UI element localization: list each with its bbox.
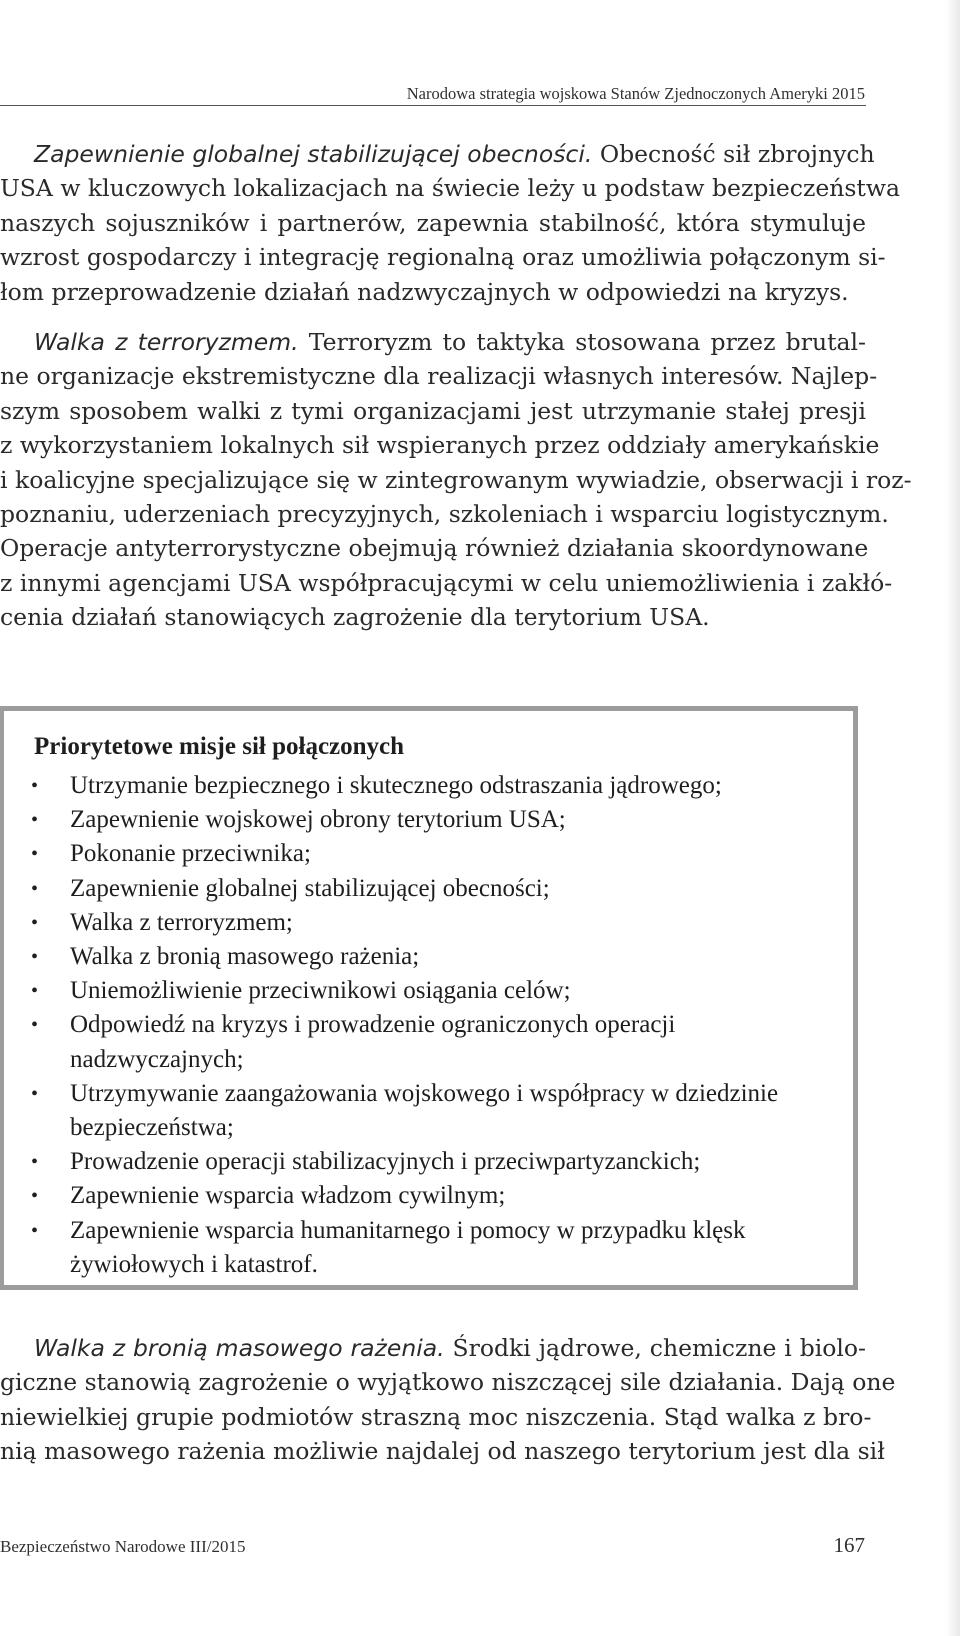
- bullet-icon: •: [31, 1082, 39, 1105]
- list-item: • Walka z terroryzmem;: [4, 906, 844, 940]
- paragraph-line: i koalicyjne specjalizujące się w zintegrowanym wywiadzie, obserwacji i roz-: [0, 465, 912, 494]
- paragraph-line: naszych sojuszników i partnerów, zapewnia stabilność, która stymuluje: [0, 208, 866, 237]
- paragraph-line: szym sposobem walki z tymi organizacjami jest utrzymanie stałej presji: [0, 396, 866, 425]
- paragraph-line: USA w kluczowych lokalizacjach na świecie leży u podstaw bezpieczeństwa: [0, 174, 900, 203]
- footer-journal: Bezpieczeństwo Narodowe III/2015: [0, 1537, 246, 1556]
- paragraph-lead: Walka z bronią masowego rażenia.: [34, 1334, 445, 1362]
- running-header: Narodowa strategia wojskowa Stanów Zjednoczonych Ameryki 2015: [406, 84, 865, 103]
- paragraph-line: giczne stanowią zagrożenie o wyjątkowo niszczącej sile działania. Dają one: [0, 1368, 896, 1397]
- paragraph-line: łom przeprowadzenie działań nadzwyczajnych w odpowiedzi na kryzys.: [0, 277, 849, 306]
- list-item: • Zapewnienie wsparcia władzom cywilnym;: [4, 1179, 844, 1213]
- paragraph-global-presence: [0, 137, 900, 309]
- list-item: • Pokonanie przeciwnika;: [4, 837, 844, 871]
- list-item: • Utrzymywanie zaangażowania wojskowego i współpracy w dziedzinie bezpieczeństwa;: [4, 1077, 844, 1145]
- box-title: Priorytetowe misje sił połączonych: [34, 733, 405, 760]
- list-item: • Uniemożliwienie przeciwnikowi osiągania celów;: [4, 974, 844, 1008]
- bullet-icon: •: [31, 1219, 39, 1242]
- list-item: • Walka z bronią masowego rażenia;: [4, 940, 844, 974]
- paragraph-lead: Zapewnienie globalnej stabilizującej obecności.: [34, 140, 593, 168]
- paragraph-line: Środki jądrowe, chemiczne i biolo-: [444, 1334, 867, 1362]
- bullet-icon: •: [31, 1185, 39, 1208]
- paragraph-line: niewielkiej grupie podmiotów straszną moc niszczenia. Stąd walka z bro-: [0, 1402, 872, 1431]
- mission-list: [4, 769, 844, 1282]
- paragraph-line: nią masowego rażenia możliwie najdalej od naszego terytorium jest dla sił: [0, 1437, 885, 1466]
- bullet-icon: •: [31, 946, 39, 969]
- bullet-icon: •: [31, 980, 39, 1003]
- paragraph-wmd: [0, 1331, 896, 1469]
- list-item: • Prowadzenie operacji stabilizacyjnych i przeciwpartyzanckich;: [4, 1145, 844, 1179]
- list-item: • Utrzymanie bezpiecznego i skutecznego odstraszania jądrowego;: [4, 769, 844, 803]
- header-rule: [0, 105, 866, 106]
- paragraph-line: cenia działań stanowiących zagrożenie dla terytorium USA.: [0, 603, 710, 632]
- page-edge-shadow: [946, 0, 960, 1636]
- bullet-icon: •: [31, 1014, 39, 1037]
- paragraph-line: poznaniu, uderzeniach precyzyjnych, szkoleniach i wsparciu logistycznym.: [0, 500, 889, 529]
- priority-missions-box: [0, 706, 858, 1290]
- list-item: • Zapewnienie globalnej stabilizującej obecności;: [4, 872, 844, 906]
- bullet-icon: •: [31, 1151, 39, 1174]
- list-item: • Odpowiedź na kryzys i prowadzenie ograniczonych operacji nadzwyczajnych;: [4, 1008, 844, 1076]
- paragraph-line: ne organizacje ekstremistyczne dla realizacji własnych interesów. Najlep-: [0, 362, 878, 391]
- paragraph-line: Operacje antyterrorystyczne obejmują również działania skoordynowane: [0, 534, 869, 563]
- list-item: • Zapewnienie wojskowej obrony terytorium USA;: [4, 803, 844, 837]
- bullet-icon: •: [31, 843, 39, 866]
- bullet-icon: •: [31, 809, 39, 832]
- paragraph-line: z wykorzystaniem lokalnych sił wspieranych przez oddziały amerykańskie: [0, 431, 880, 460]
- paragraph-line: z innymi agencjami USA współpracującymi w celu uniemożliwienia i zakłó-: [0, 568, 893, 597]
- page-number: 167: [833, 1533, 865, 1557]
- paragraph-line: Obecność sił zbrojnych: [592, 140, 875, 168]
- bullet-icon: •: [31, 877, 39, 900]
- paragraph-line: Terroryzm to taktyka stosowana przez brutal-: [298, 328, 866, 356]
- bullet-icon: •: [31, 911, 39, 934]
- paragraph-counterterrorism: [0, 325, 912, 635]
- paragraph-lead: Walka z terroryzmem.: [34, 328, 299, 356]
- paragraph-line: wzrost gospodarczy i integrację regionalną oraz umożliwia połączonym si-: [0, 243, 886, 272]
- bullet-icon: •: [31, 775, 39, 797]
- list-item: • Zapewnienie wsparcia humanitarnego i pomocy w przypadku klęsk żywiołowych i katastrof.: [4, 1214, 844, 1282]
